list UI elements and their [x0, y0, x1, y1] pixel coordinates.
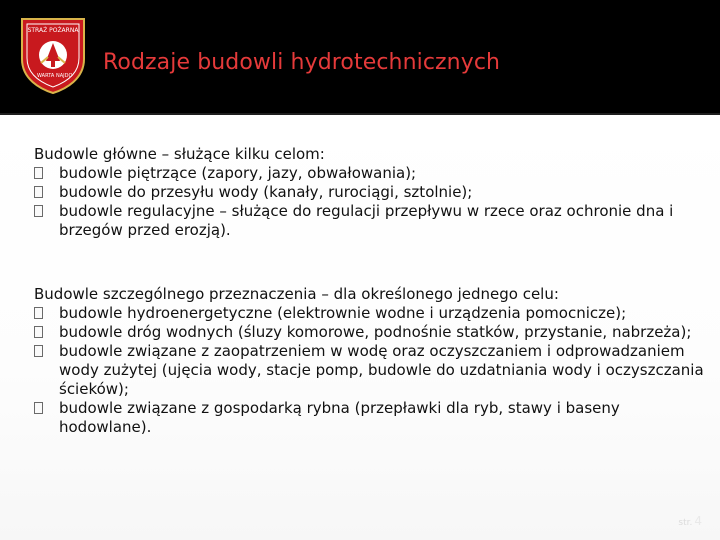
section-heading: Budowle główne – służące kilku celom: — [34, 145, 325, 163]
list-item-text: budowle piętrzące (zapory, jazy, obwałowania); — [59, 164, 417, 182]
section-special-purpose-structures — [34, 285, 704, 437]
section-main-structures — [34, 145, 704, 240]
list-item — [34, 399, 704, 437]
bullet-list — [34, 304, 704, 437]
list-item-text: budowle regulacyjne – służące do regulacji przepływu w rzece oraz ochronie dna i brzegów przed erozją). — [59, 202, 674, 239]
bullet-box-icon — [34, 326, 43, 338]
list-item-text: budowle do przesyłu wody (kanały, rurociągi, sztolnie); — [59, 183, 473, 201]
list-item — [34, 304, 704, 323]
list-item-text: budowle związane z zaopatrzeniem w wodę oraz oczyszczaniem i odprowadzaniem wody zużytej (ujęcia wody, stacje pomp, budowle do uzdatniania wody i oczyszczania ścieków); — [59, 342, 704, 398]
bullet-box-icon — [34, 307, 43, 319]
bullet-box-icon — [34, 402, 43, 414]
list-item-text: budowle hydroenergetyczne (elektrownie wodne i urządzenia pomocnicze); — [59, 304, 627, 322]
fire-brigade-emblem-icon — [18, 15, 88, 95]
list-item — [34, 164, 704, 183]
page-number-value: 4 — [694, 514, 702, 528]
list-item-text: budowle związane z gospodarką rybna (przepławki dla ryb, stawy i baseny hodowlane). — [59, 399, 620, 436]
logo-text-top: STRAŻ POŻARNA — [27, 27, 79, 34]
list-item — [34, 323, 704, 342]
logo-text-left: WARTA — [37, 73, 55, 79]
bullet-box-icon — [34, 205, 43, 217]
bullet-box-icon — [34, 167, 43, 179]
list-item-text: budowle dróg wodnych (śluzy komorowe, podnośnie statków, przystanie, nabrzeża); — [59, 323, 692, 341]
logo-text-right: NAJDO — [56, 73, 73, 79]
slide-content — [0, 115, 720, 540]
slide-header — [0, 0, 720, 113]
bullet-box-icon — [34, 345, 43, 357]
bullet-box-icon — [34, 186, 43, 198]
bullet-list — [34, 164, 704, 240]
page-number-prefix: str. — [678, 518, 693, 528]
list-item — [34, 342, 704, 399]
page-number — [678, 514, 702, 528]
list-item — [34, 183, 704, 202]
slide-title: Rodzaje budowli hydrotechnicznych — [103, 50, 501, 75]
section-heading: Budowle szczególnego przeznaczenia – dla określonego jednego celu: — [34, 285, 559, 303]
list-item — [34, 202, 704, 240]
